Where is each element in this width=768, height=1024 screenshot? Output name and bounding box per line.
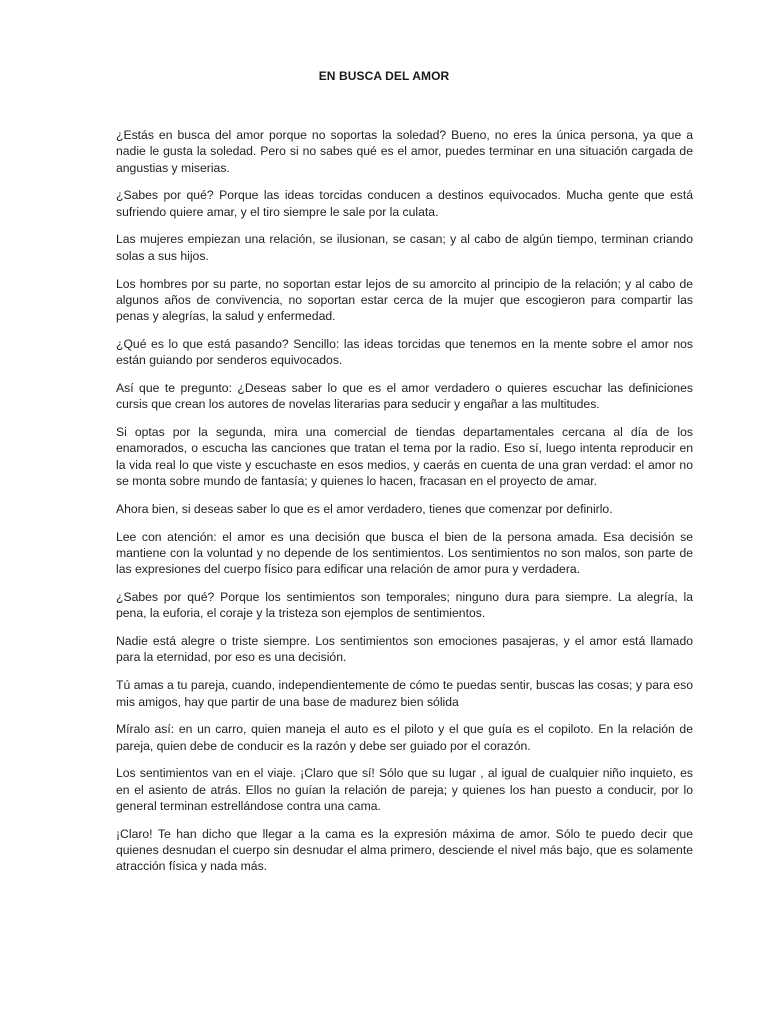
paragraph: Los hombres por su parte, no soportan estar lejos de su amorcito al principio de la relación; y al cabo de algunos años de convivencia, no soportan estar cerca de la mujer que escogieron para compartir las penas y alegrías, la salud y enfermedad. — [116, 276, 693, 324]
paragraph: ¿Sabes por qué? Porque las ideas torcidas conducen a destinos equivocados. Mucha gente que está sufriendo quiere amar, y el tiro siempre le sale por la culata. — [116, 188, 693, 219]
paragraph: Nadie está alegre o triste siempre. Los sentimientos son emociones pasajeras, y el amor está llamado para la eternidad, por eso es una decisión. — [116, 634, 693, 665]
paragraph: Lee con atención: el amor es una decisión que busca el bien de la persona amada. Esa decisión se mantiene con la voluntad y no depende de los sentimientos. Los sentimientos no son malos, son parte de las expresiones del cuerpo físico para edificar una relación de amor pura y verdadera. — [116, 529, 693, 577]
paragraph: Ahora bien, si deseas saber lo que es el amor verdadero, tienes que comenzar por definirlo. — [116, 501, 613, 516]
paragraph: Las mujeres empiezan una relación, se ilusionan, se casan; y al cabo de algún tiempo, terminan criando solas a sus hijos. — [116, 232, 693, 263]
document-body — [116, 127, 693, 886]
paragraph: Si optas por la segunda, mira una comercial de tiendas departamentales cercana al día de los enamorados, o escucha las canciones que tratan el tema por la radio. Eso sí, luego intenta reproducir en la vida real lo que viste y escuchaste en esos medios, y caerás en cuenta de una gran verdad: el amor no se monta sobre mundo de fantasía; y quienes lo hacen, fracasan en el proyecto de amar. — [116, 425, 693, 489]
paragraph: Tú amas a tu pareja, cuando, independientemente de cómo te puedas sentir, buscas las cosas; y para eso mis amigos, hay que partir de una base de madurez bien sólida — [116, 678, 693, 709]
paragraph: ¿Estás en busca del amor porque no soportas la soledad? Bueno, no eres la única persona, ya que a nadie le gusta la soledad. Pero si no sabes qué es el amor, puedes terminar en una situación cargada de angustias y miserias. — [116, 128, 693, 175]
paragraph: Míralo así: en un carro, quien maneja el auto es el piloto y el que guía es el copiloto. En la relación de pareja, quien debe de conducir es la razón y debe ser guiado por el corazón. — [116, 722, 693, 753]
paragraph: ¡Claro! Te han dicho que llegar a la cama es la expresión máxima de amor. Sólo te puedo decir que quienes desnudan el cuerpo sin desnudar el alma primero, desciende el nivel más bajo, que es solamente atracción física y nada más. — [116, 826, 693, 874]
paragraph: ¿Sabes por qué? Porque los sentimientos son temporales; ninguno dura para siempre. La alegría, la pena, la euforia, el coraje y la tristeza son ejemplos de sentimientos. — [116, 590, 693, 621]
paragraph: Así que te pregunto: ¿Deseas saber lo que es el amor verdadero o quieres escuchar las definiciones cursis que crean los autores de novelas literarias para seducir y engañar a las multitudes. — [116, 381, 693, 412]
paragraph: ¿Qué es lo que está pasando? Sencillo: las ideas torcidas que tenemos en la mente sobre el amor nos están guiando por senderos equivocados. — [116, 336, 693, 368]
document-title: EN BUSCA DEL AMOR — [318, 69, 450, 83]
paragraph: Los sentimientos van en el viaje. ¡Claro que sí! Sólo que su lugar , al igual de cualquier niño inquieto, es en el asiento de atrás. Ellos no guían la relación de pareja; y quienes los han puesto a conducir, por lo general terminan estrellándose contra una cama. — [116, 766, 693, 813]
